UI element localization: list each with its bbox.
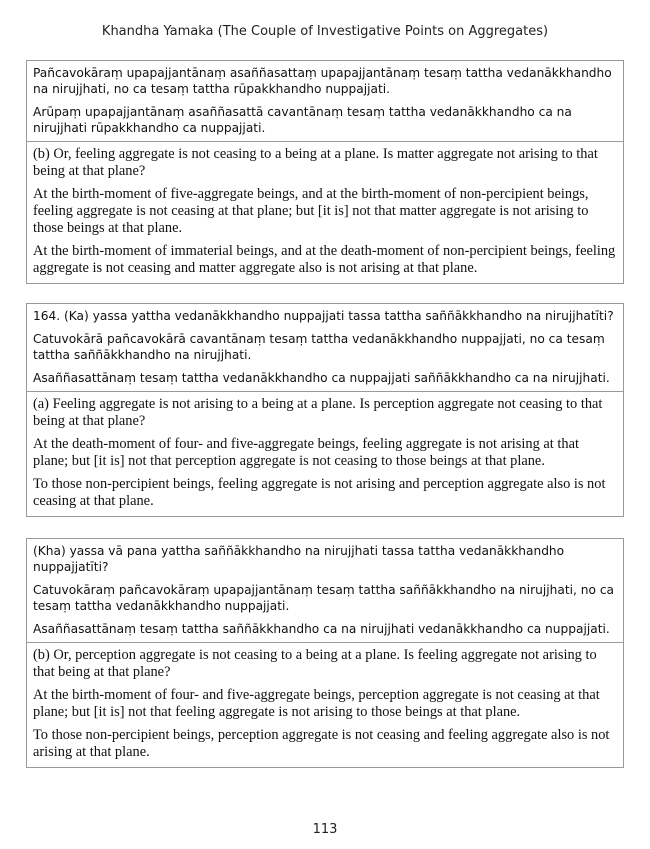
english-paragraph: (a) Feeling aggregate is not arising to a being at a plane. Is perception aggregate not ceasing to that being at that plane?	[33, 396, 603, 429]
pali-paragraph: 164. (Ka) yassa yattha vedanākkhandho nuppajjati tassa tattha saññākkhandho na nirujjhatīti?	[33, 309, 614, 323]
page-number: 113	[312, 822, 338, 837]
english-paragraph: At the birth-moment of immaterial beings, and at the death-moment of non-percipient beings, feeling aggregate is not ceasing and matter aggregate also is not arising at that plane.	[33, 243, 616, 276]
pali-paragraph: Pañcavokāraṃ upapajjantānaṃ asaññasattaṃ upapajjantānaṃ tesaṃ tattha vedanākkhandho na nirujjhati, no ca tesaṃ tattha rūpakkhandho nuppajjati.	[33, 66, 612, 96]
english-section	[27, 643, 623, 767]
pali-paragraph: Asaññasattānaṃ tesaṃ tattha saññākkhandho ca na nirujjhati vedanākkhandho ca nuppajjati.	[33, 622, 610, 636]
english-paragraph: At the birth-moment of five-aggregate beings, and at the birth-moment of non-percipient beings, feeling aggregate is not ceasing at that plane; but [it is] not that matter aggregate is not arising to those beings at that plane.	[33, 186, 589, 236]
text-block-2	[26, 303, 624, 517]
pali-paragraph: Asaññasattānaṃ tesaṃ tattha vedanākkhandho ca nuppajjati saññākkhandho ca na nirujjhati.	[33, 371, 610, 385]
text-block-1	[26, 60, 624, 284]
english-paragraph: (b) Or, feeling aggregate is not ceasing to a being at a plane. Is matter aggregate not arising to that being at that plane?	[33, 146, 598, 179]
english-section	[27, 392, 623, 516]
english-paragraph: At the death-moment of four- and five-aggregate beings, feeling aggregate is not arising at that plane; but [it is] not that perception aggregate is not ceasing to those beings at that plane.	[33, 436, 579, 469]
pali-section	[27, 61, 623, 142]
english-paragraph: To those non-percipient beings, feeling aggregate is not arising and perception aggregate also is not ceasing at that plane.	[33, 476, 606, 509]
english-paragraph: To those non-percipient beings, perception aggregate is not ceasing and feeling aggregate also is not arising at that plane.	[33, 727, 610, 760]
pali-paragraph: Arūpaṃ upapajjantānaṃ asaññasattā cavantānaṃ tesaṃ tattha vedanākkhandho ca na nirujjhati rūpakkhandho ca nuppajjati.	[33, 105, 572, 135]
pali-section	[27, 304, 623, 392]
pali-paragraph: Catuvokāraṃ pañcavokāraṃ upapajjantānaṃ tesaṃ tattha saññākkhandho na nirujjhati, no ca tesaṃ tattha vedanākkhandho nuppajjati.	[33, 583, 614, 613]
text-block-3	[26, 538, 624, 768]
english-section	[27, 142, 623, 283]
english-paragraph: At the birth-moment of four- and five-aggregate beings, perception aggregate is not ceasing at that plane; but [it is] not that feeling aggregate is not arising to those beings at that plane.	[33, 687, 600, 720]
english-paragraph: (b) Or, perception aggregate is not ceasing to a being at a plane. Is feeling aggregate not arising to that being at that plane?	[33, 647, 597, 680]
pali-paragraph: (Kha) yassa vā pana yattha saññākkhandho na nirujjhati tassa tattha vedanākkhandho nuppajjatīti?	[33, 544, 565, 574]
page-header: Khandha Yamaka (The Couple of Investigative Points on Aggregates)	[101, 24, 549, 39]
pali-paragraph: Catuvokārā pañcavokārā cavantānaṃ tesaṃ tattha vedanākkhandho nuppajjati, no ca tesaṃ tattha saññākkhandho na nirujjhati.	[33, 332, 605, 362]
pali-section	[27, 539, 623, 643]
